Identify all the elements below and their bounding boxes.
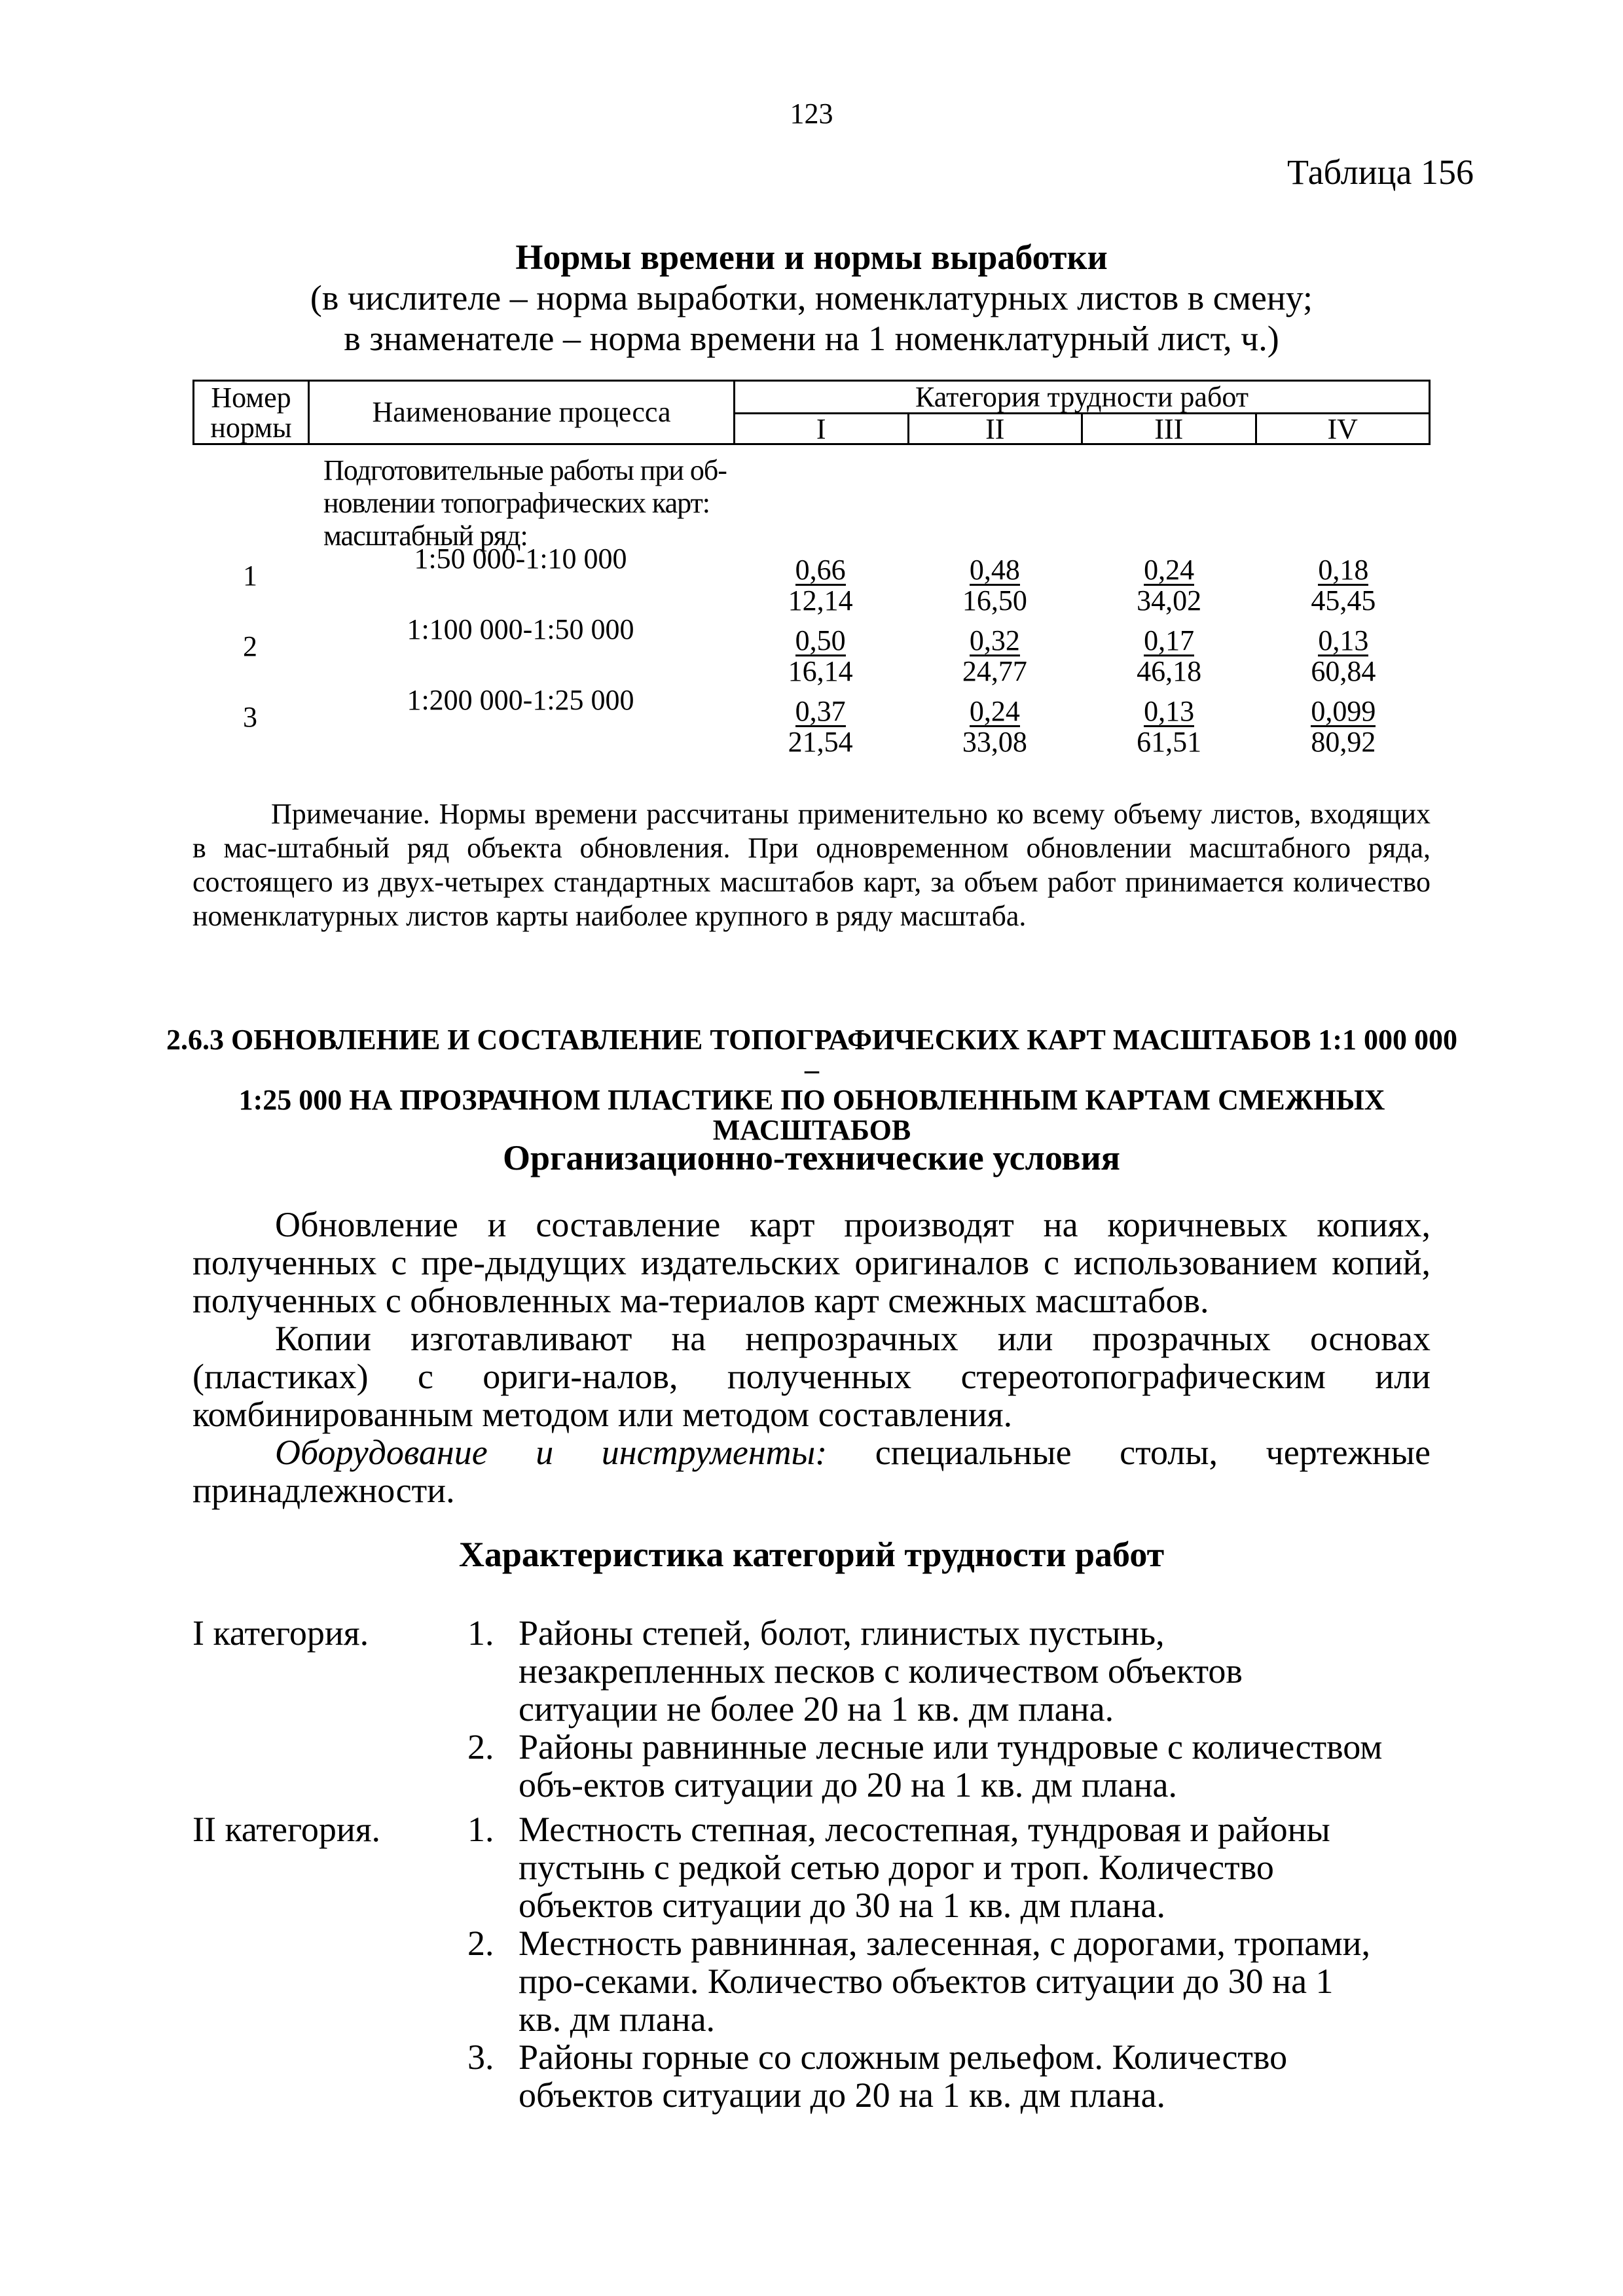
table-subtitle-line-2: в знаменателе – норма времени на 1 номенклатурный лист, ч.): [344, 319, 1279, 358]
header-process-name: Наименование процесса: [310, 382, 735, 443]
output-norm: 0,13: [1318, 624, 1369, 656]
header-category-III: III: [1083, 414, 1257, 445]
time-norm: 33,08: [962, 726, 1027, 758]
item-text: Местность степная, лесостепная, тундровая и районы пустынь с редкой сетью дорог и троп. Количество объектов ситуации до 30 на 1 кв. дм плана.: [519, 1810, 1330, 1925]
cell-category-IV: [1256, 555, 1431, 616]
item-number: 3.: [467, 2037, 494, 2077]
header-category-I: I: [735, 414, 909, 445]
cell-category-I: [733, 555, 907, 616]
table-label: Таблица 156: [1287, 152, 1474, 192]
output-norm: 0,17: [1144, 624, 1195, 656]
header-category-group: [735, 382, 1429, 443]
cell-category-IV: [1256, 626, 1431, 687]
header-norm-number-line-2: нормы: [210, 412, 292, 444]
cell-category-III: [1082, 626, 1256, 687]
time-norm: 61,51: [1137, 726, 1202, 758]
conditions-text: [192, 1206, 1431, 1509]
output-norm: 0,48: [969, 554, 1020, 586]
row-number: 1: [243, 560, 257, 592]
time-norm: 24,77: [962, 655, 1027, 687]
table-title-block: [0, 237, 1623, 359]
header-norm-number-line-1: Номер: [211, 382, 291, 414]
output-norm: 0,18: [1318, 554, 1369, 586]
header-category-title: Категория трудности работ: [735, 382, 1429, 414]
cell-category-III: [1082, 555, 1256, 616]
paragraph: Обновление и составление карт производят на коричневых копиях, полученных с пре-дыдущих издательских оригиналов с использованием копий, полученных с обновленных ма-териалов карт смежных масштабов.: [192, 1205, 1431, 1320]
row-number: 3: [243, 701, 257, 733]
list-item: [467, 1728, 1384, 1804]
list-item: [467, 1924, 1384, 2038]
time-norm: 16,50: [962, 584, 1027, 617]
output-norm: 0,50: [795, 624, 846, 656]
output-norm: 0,099: [1311, 695, 1376, 727]
category-items: [467, 1810, 1384, 2114]
category-name: I категория.: [192, 1613, 369, 1653]
section-heading-line-2: 1:25 000 НА ПРОЗРАЧНОМ ПЛАСТИКЕ ПО ОБНОВЛЕННЫМ КАРТАМ СМЕЖНЫХ МАСШТАБОВ: [238, 1084, 1385, 1146]
output-norm: 0,32: [969, 624, 1020, 656]
category-name: II категория.: [192, 1810, 381, 1849]
time-norm: 80,92: [1311, 726, 1376, 758]
item-number: 1.: [467, 1613, 494, 1653]
page-number: 123: [790, 98, 833, 130]
list-item: [467, 2038, 1384, 2114]
table-row: [192, 683, 1431, 758]
row-scale: 1:50 000-1:10 000: [414, 543, 627, 575]
equipment-label: Оборудование и инструменты:: [275, 1433, 828, 1472]
output-norm: 0,37: [795, 695, 846, 727]
time-norm: 21,54: [788, 726, 853, 758]
category-I: [192, 1614, 1431, 1804]
categories-heading: Характеристика категорий трудности работ: [458, 1535, 1165, 1574]
section-heading-line-1: 2.6.3 ОБНОВЛЕНИЕ И СОСТАВЛЕНИЕ ТОПОГРАФИЧЕСКИХ КАРТ МАСШТАБОВ 1:1 000 000 –: [166, 1024, 1458, 1086]
item-number: 1.: [467, 1810, 494, 1849]
time-norm: 60,84: [1311, 655, 1376, 687]
equipment-text: специальные столы, чертежные принадлежности.: [192, 1433, 1431, 1510]
row-scale: 1:100 000-1:50 000: [407, 613, 634, 645]
norms-table: [192, 380, 1431, 758]
time-norm: 34,02: [1137, 584, 1202, 617]
table-row: [192, 613, 1431, 687]
header-category-IV: IV: [1327, 413, 1358, 445]
equipment-paragraph: [192, 1433, 1431, 1509]
cell-category-I: [733, 626, 907, 687]
item-text: Районы горные со сложным рельефом. Количество объектов ситуации до 20 на 1 кв. дм плана.: [519, 2037, 1288, 2115]
paragraph: Копии изготавливают на непрозрачных или прозрачных основах (пластиках) с ориги-налов, полученных стереотопографическим или комбинированным методом или методом составления.: [192, 1319, 1431, 1434]
cell-category-IV: [1256, 696, 1431, 757]
cell-category-II: [907, 696, 1082, 757]
output-norm: 0,13: [1144, 695, 1195, 727]
item-number: 2.: [467, 1924, 494, 1963]
item-number: 2.: [467, 1727, 494, 1767]
time-norm: 12,14: [788, 584, 853, 617]
process-group-label: Подготовительные работы при об-новлении топографических карт: масштабный ряд:: [323, 454, 727, 552]
output-norm: 0,24: [969, 695, 1020, 727]
cell-category-III: [1082, 696, 1256, 757]
time-norm: 16,14: [788, 655, 853, 687]
table-subtitle-line-1: (в числителе – норма выработки, номенклатурных листов в смену;: [310, 278, 1313, 317]
table-title: Нормы времени и нормы выработки: [515, 238, 1108, 277]
section-heading: [157, 1025, 1467, 1145]
header-category-II: II: [909, 414, 1084, 445]
item-text: Районы равнинные лесные или тундровые с количеством объ-ектов ситуации до 20 на 1 кв. дм плана.: [519, 1727, 1383, 1804]
table-note: Примечание. Нормы времени рассчитаны применительно ко всему объему листов, входящих в мас-штабный ряд объекта обновления. При одновременном обновлении масштабного ряда, состоящего из двух-четырех стандартных масштабов карт, за объем работ принимается количество номенклатурных листов карты наиболее крупного в ряду масштаба.: [192, 798, 1431, 932]
table-header: [192, 380, 1431, 445]
subheading-conditions: Организационно-технические условия: [502, 1138, 1121, 1177]
list-item: [467, 1614, 1384, 1728]
list-item: [467, 1810, 1384, 1924]
cell-category-I: [733, 696, 907, 757]
time-norm: 46,18: [1137, 655, 1202, 687]
item-text: Районы степей, болот, глинистых пустынь, незакрепленных песков с количеством объектов ситуации не более 20 на 1 кв. дм плана.: [519, 1613, 1243, 1729]
categories-list: [192, 1614, 1431, 2114]
row-number: 2: [243, 630, 257, 662]
cell-category-II: [907, 626, 1082, 687]
row-scale: 1:200 000-1:25 000: [407, 684, 634, 716]
output-norm: 0,66: [795, 554, 846, 586]
table-row: [192, 542, 1431, 617]
time-norm: 45,45: [1311, 584, 1376, 617]
output-norm: 0,24: [1144, 554, 1195, 586]
category-items: [467, 1614, 1384, 1804]
item-text: Местность равнинная, залесенная, с дорогами, тропами, про-секами. Количество объектов ситуации до 30 на 1 кв. дм плана.: [519, 1924, 1371, 2039]
category-II: [192, 1810, 1431, 2114]
header-category-columns: [735, 414, 1429, 445]
cell-category-II: [907, 555, 1082, 616]
header-norm-number: [194, 382, 310, 443]
